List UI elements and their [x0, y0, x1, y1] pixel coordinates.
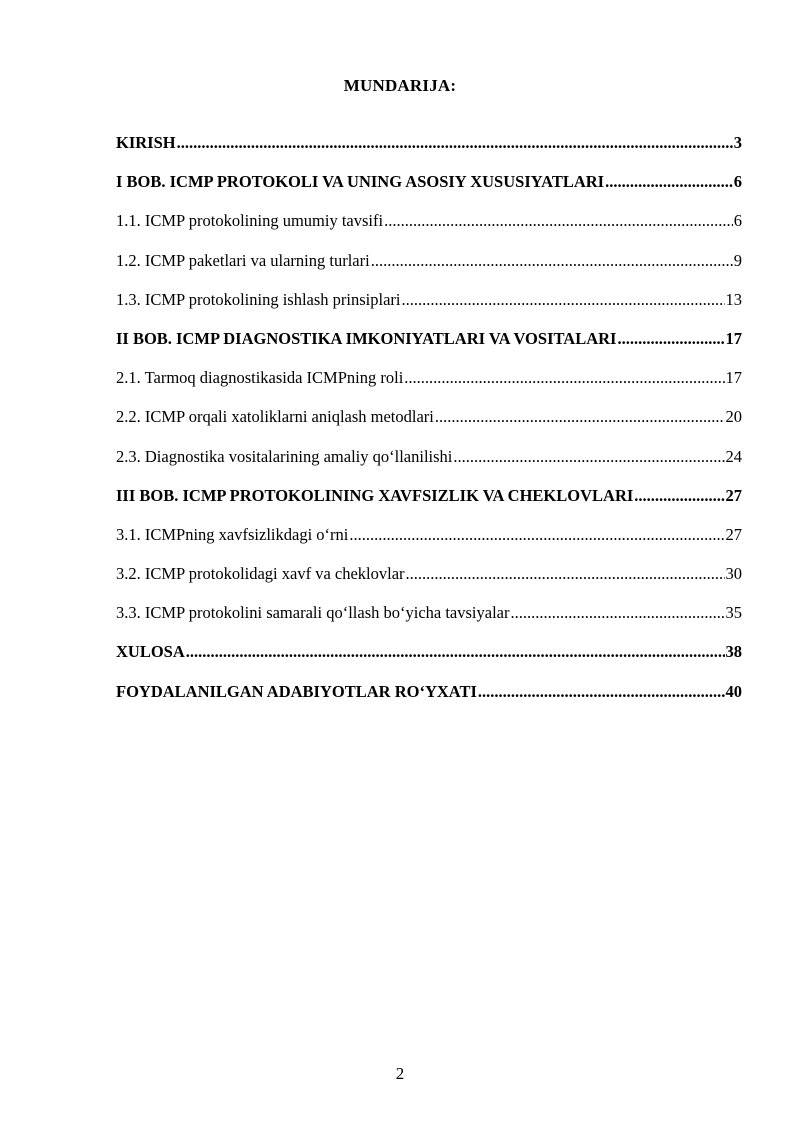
dot-leader [384, 211, 733, 231]
dot-leader [406, 564, 725, 584]
toc-entry-title: 1.3. ICMP protokolining ishlash prinsiplari [116, 289, 401, 309]
toc-entry-page: 9 [733, 250, 742, 270]
dot-leader [453, 447, 724, 467]
toc-entry-page: 3 [733, 133, 742, 152]
toc-entry-title: 1.2. ICMP paketlari va ularning turlari [116, 250, 370, 270]
dot-leader [617, 329, 724, 349]
table-of-contents [116, 133, 742, 721]
toc-entry-title: 2.1. Tarmoq diagnostikasida ICMPning roli [116, 368, 404, 388]
toc-entry-title: 3.3. ICMP protokolini samarali qo‘llash bo‘yicha tavsiyalar [116, 603, 510, 623]
toc-entry-title: I BOB. ICMP PROTOKOLI VA UNING ASOSIY XUSUSIYATLARI [116, 172, 605, 192]
toc-entry-title: 2.2. ICMP orqali xatoliklarni aniqlash metodlari [116, 407, 434, 427]
dot-leader [177, 133, 733, 153]
toc-entry-page: 40 [725, 681, 742, 701]
toc-entry-page: 35 [725, 603, 742, 623]
toc-entry-title: 2.3. Diagnostika vositalarining amaliy qo‘llanilishi [116, 446, 453, 466]
toc-entry [116, 133, 742, 172]
toc-entry-title: FOYDALANILGAN ADABIYOTLAR RO‘YXATI [116, 681, 477, 701]
toc-entry-title: III BOB. ICMP PROTOKOLINING XAVFSIZLIK VA CHEKLOVLARI [116, 485, 634, 505]
toc-entry-title: KIRISH [116, 133, 176, 152]
toc-entry-page: 17 [725, 328, 742, 348]
toc-entry-page: 20 [725, 407, 742, 427]
toc-entry-title: 3.2. ICMP protokolidagi xavf va cheklovlar [116, 564, 405, 584]
toc-entry-title: XULOSA [116, 642, 185, 662]
toc-entry-page: 27 [725, 485, 742, 505]
dot-leader [371, 251, 733, 271]
page-number: 2 [395, 1064, 405, 1083]
toc-entry-page: 30 [725, 564, 742, 584]
toc-entry [116, 603, 742, 642]
toc-entry [116, 211, 742, 250]
toc-entry [116, 329, 742, 368]
toc-entry [116, 447, 742, 486]
dot-leader [401, 290, 724, 310]
toc-entry [116, 564, 742, 603]
toc-entry [116, 407, 742, 446]
dot-leader [349, 525, 724, 545]
page-title: MUNDARIJA: [343, 76, 457, 95]
toc-entry [116, 642, 742, 681]
dot-leader [605, 172, 733, 192]
dot-leader [404, 368, 724, 388]
dot-leader [435, 407, 725, 427]
toc-entry-page: 27 [725, 524, 742, 544]
toc-entry-title: 3.1. ICMPning xavfsizlikdagi o‘rni [116, 524, 349, 544]
toc-entry-page: 13 [725, 289, 742, 309]
toc-entry [116, 525, 742, 564]
toc-entry-page: 6 [733, 172, 742, 192]
toc-entry [116, 172, 742, 211]
toc-entry [116, 368, 742, 407]
toc-entry [116, 682, 742, 721]
toc-entry-page: 38 [725, 642, 742, 662]
dot-leader [510, 603, 724, 623]
dot-leader [634, 486, 724, 506]
dot-leader [186, 642, 725, 662]
toc-entry-page: 6 [733, 211, 742, 231]
dot-leader [478, 682, 725, 702]
toc-entry-page: 24 [725, 446, 742, 466]
toc-entry [116, 290, 742, 329]
toc-entry-title: II BOB. ICMP DIAGNOSTIKA IMKONIYATLARI VA VOSITALARI [116, 328, 617, 348]
toc-entry [116, 251, 742, 290]
toc-entry [116, 486, 742, 525]
toc-entry-title: 1.1. ICMP protokolining umumiy tavsifi [116, 211, 384, 231]
toc-entry-page: 17 [725, 368, 742, 388]
